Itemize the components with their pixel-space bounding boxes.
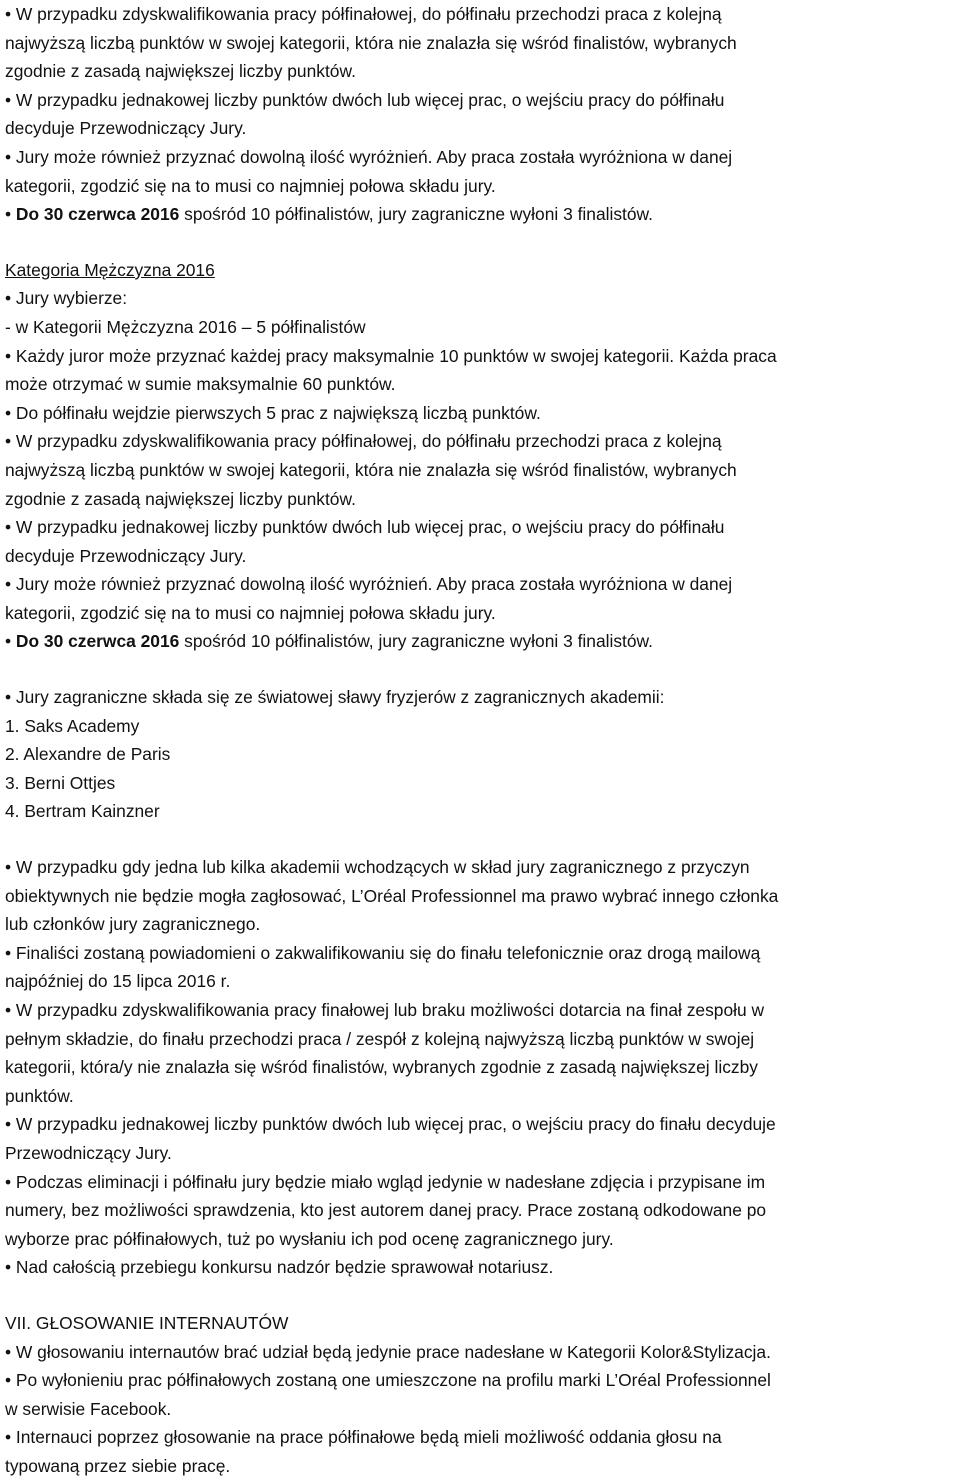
rules-line-6: • W przypadku zdyskwalifikowania pracy finałowej lub braku możliwości dotarcia na finał zespołu w [5,1000,765,1020]
men-line-3: • Każdy juror może przyznać każdej pracy maksymalnie 10 punktów w swojej kategorii. Każda praca [5,345,777,366]
men-line-8: zgodnie z zasadą największej liczby punktów. [5,488,356,509]
rules-line-15: • Nad całością przebiegu konkursu nadzór będzie sprawował notariusz. [5,1257,554,1278]
men-line-9: • W przypadku jednakowej liczby punktów dwóch lub więcej prac, o wejściu pracy do półfinału [5,517,725,538]
rules-line-9: punktów. [5,1085,74,1106]
voting-line-3: w serwisie Facebook. [5,1398,172,1419]
bullet: • [5,204,16,225]
deadline-rest: spośród 10 półfinalistów, jury zagraniczne wyłoni 3 finalistów. [179,204,653,225]
jury-academy-item: 2. Alexandre de Paris [5,744,171,765]
men-line-12: kategorii, zgodzić się na to musi co najmniej połowa składu jury. [5,602,496,623]
spacer [5,1282,957,1309]
intro-line-6: • Jury może również przyznać dowolną ilość wyróżnień. Aby praca została wyróżniona w danej [5,146,733,167]
men-line-6: • W przypadku zdyskwalifikowania pracy półfinałowej, do półfinału przechodzi praca z kolejną [5,431,722,452]
rules-line-8: kategorii, która/y nie znalazła się wśród finalistów, wybranych zgodnie z zasadą największej liczby [5,1057,758,1078]
voting-line-2: • Po wyłonieniu prac półfinałowych zostaną one umieszczone na profilu marki L’Oréal Professionnel [5,1370,771,1391]
voting-line-5: typowaną przez siebie pracę. [5,1455,231,1476]
jury-academy-item: 1. Saks Academy [5,715,140,736]
rules-line-14: wyborze prac półfinałowych, tuż po wysłaniu ich pod ocenę zagranicznego jury. [5,1228,614,1249]
rules-line-5: najpóźniej do 15 lipca 2016 r. [5,971,231,992]
intro-section [5,0,957,229]
voting-line-4: • Internauci poprzez głosowanie na prace półfinałowe będą mieli możliwość oddania głosu na [5,1427,722,1448]
rules-section [5,853,957,1282]
intro-line-3: zgodnie z zasadą największej liczby punktów. [5,61,356,82]
intro-line-7: kategorii, zgodzić się na to musi co najmniej połowa składu jury. [5,175,496,196]
section-heading-men: Kategoria Mężczyzna 2016 [5,259,215,280]
deadline-rest: spośród 10 półfinalistów, jury zagraniczne wyłoni 3 finalistów. [179,631,653,652]
section-heading-voting: VII. GŁOSOWANIE INTERNAUTÓW [5,1312,289,1333]
voting-line-1: • W głosowaniu internautów brać udział będą jedynie prace nadesłane w Kategorii Kolor&Stylizacja. [5,1341,771,1362]
men-line-1: • Jury wybierze: [5,288,128,309]
spacer [5,656,957,683]
deadline-bold: Do 30 czerwca 2016 [15,631,180,652]
intro-line-4: • W przypadku jednakowej liczby punktów dwóch lub więcej prac, o wejściu pracy do półfinału [5,89,725,110]
intro-line-1: • W przypadku zdyskwalifikowania pracy półfinałowej, do półfinału przechodzi praca z kolejną [5,4,722,24]
rules-line-7: pełnym składzie, do finału przechodzi praca / zespół z kolejną najwyższą liczbą punktów w swojej [5,1028,755,1049]
intro-line-8 [5,200,957,229]
men-line-10: decyduje Przewodniczący Jury. [5,545,247,566]
rules-line-11: Przewodniczący Jury. [5,1142,172,1163]
rules-line-4: • Finaliści zostaną powiadomieni o zakwalifikowaniu się do finału telefonicznie oraz drogą mailową [5,942,761,963]
rules-line-2: obiektywnych nie będzie mogła zagłosować, L’Oréal Professionnel ma prawo wybrać innego członka [5,885,779,906]
jury-academy-item: 4. Bertram Kainzner [5,801,160,822]
rules-line-12: • Podczas eliminacji i półfinału jury będzie miało wgląd jedynie w nadesłane zdjęcia i przypisane im [5,1171,766,1192]
deadline-bold: Do 30 czerwca 2016 [15,204,180,225]
men-line-13 [5,627,957,656]
rules-line-13: numery, bez możliwości sprawdzenia, kto jest autorem danej pracy. Prace zostaną odkodowane po [5,1200,767,1221]
spacer [5,826,957,853]
men-line-11: • Jury może również przyznać dowolną ilość wyróżnień. Aby praca została wyróżniona w danej [5,574,733,595]
bullet: • [5,631,16,652]
men-category-section [5,256,957,656]
rules-line-1: • W przypadku gdy jedna lub kilka akademii wchodzących w skład jury zagranicznego z przyczyn [5,857,750,878]
jury-academy-item: 3. Berni Ottjes [5,772,116,793]
men-line-7: najwyższą liczbą punktów w swojej kategorii, która nie znalazła się wśród finalistów, wybranych [5,459,737,480]
internet-voting-section [5,1309,957,1481]
men-line-4: może otrzymać w sumie maksymalnie 60 punktów. [5,374,396,395]
rules-line-3: lub członków jury zagranicznego. [5,914,261,935]
spacer [5,229,957,256]
rules-line-10: • W przypadku jednakowej liczby punktów dwóch lub więcej prac, o wejściu pracy do finału decyduje [5,1114,776,1135]
jury-line-1: • Jury zagraniczne składa się ze światowej sławy fryzjerów z zagranicznych akademii: [5,687,665,708]
intro-line-5: decyduje Przewodniczący Jury. [5,118,247,139]
intro-line-2: najwyższą liczbą punktów w swojej kategorii, która nie znalazła się wśród finalistów, wybranych [5,32,737,53]
men-line-5: • Do półfinału wejdzie pierwszych 5 prac z największą liczbą punktów. [5,402,541,423]
men-line-2: - w Kategorii Mężczyzna 2016 – 5 półfinalistów [5,316,366,337]
foreign-jury-section [5,683,957,826]
